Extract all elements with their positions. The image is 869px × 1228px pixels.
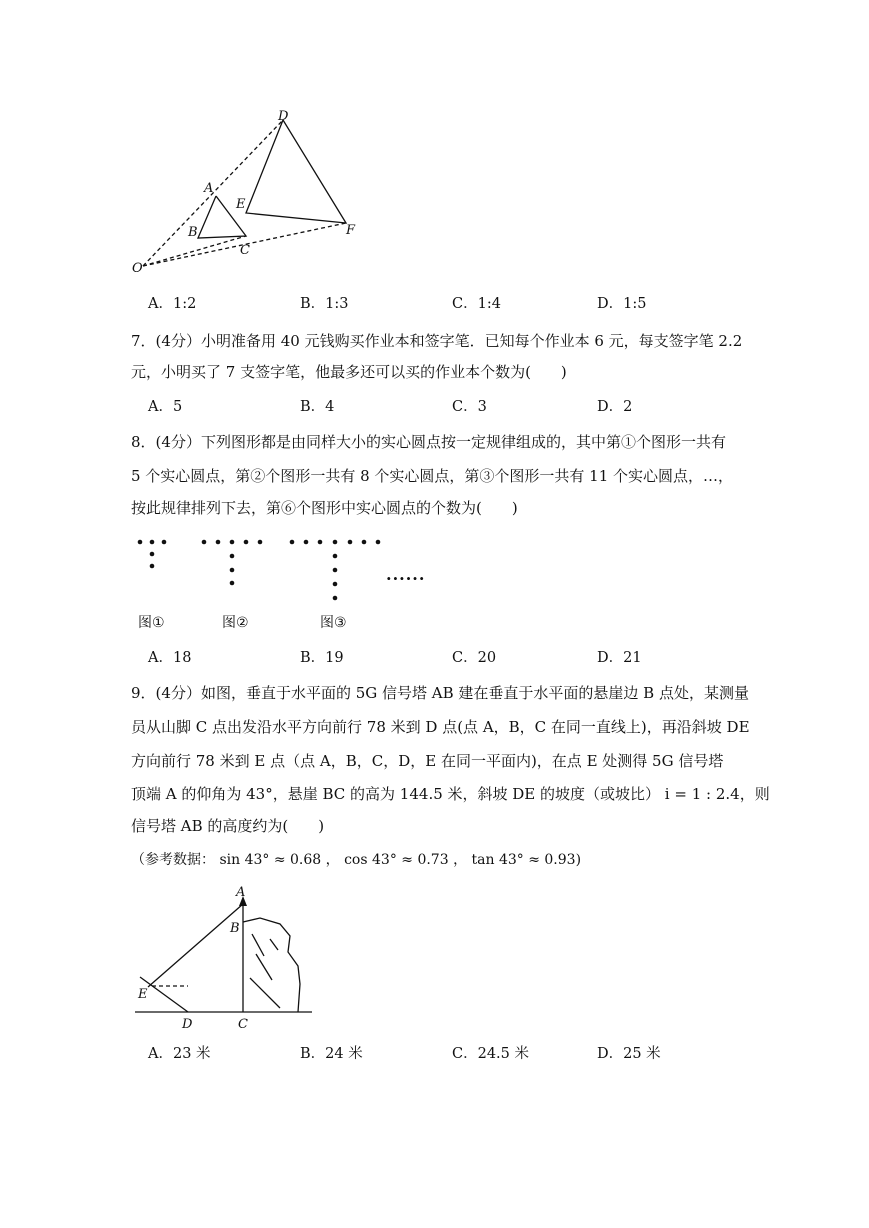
q7-option-d: D．2: [597, 399, 633, 415]
q7-line-1: 7．(4分）小明准备用 40 元钱购买作业本和签字笔．已知每个作业本 6 元，每支签字笔 2.2: [131, 332, 743, 350]
q6-option-a: A．1:2: [148, 296, 197, 312]
q9-line-3: 方向前行 78 米到 E 点（点 A，B，C，D，E 在同一平面内)，在点 E 处测得 5G 信号塔: [131, 752, 724, 770]
q8-option-b: B．19: [300, 650, 344, 666]
q9-label-B: B: [230, 921, 240, 936]
q9-label-E: E: [138, 987, 148, 1002]
label-A: A: [204, 181, 214, 196]
label-D: D: [278, 109, 289, 124]
label-F: F: [346, 223, 356, 238]
q9-line-4: 顶端 A 的仰角为 43°，悬崖 BC 的高为 144.5 米，斜坡 DE 的坡度（或坡比） i = 1 : 2.4，则: [131, 785, 770, 803]
q7-option-a: A．5: [148, 399, 183, 415]
q8-option-c: C．20: [452, 650, 497, 666]
q6-option-d: D．1:5: [597, 296, 647, 312]
q8-caption-2: 图②: [222, 615, 249, 631]
q9-line-2: 员从山脚 C 点出发沿水平方向前行 78 米到 D 点(点 A，B，C 在同一直线上)，再沿斜坡 DE: [131, 718, 750, 736]
label-B: B: [188, 225, 198, 240]
label-C: C: [240, 243, 250, 258]
q6-figure: [128, 108, 368, 278]
q9-label-A: A: [236, 885, 246, 900]
label-O: O: [132, 261, 143, 276]
q8-option-d: D．21: [597, 650, 642, 666]
q9-option-b: B．24 米: [300, 1046, 363, 1062]
q9-option-a: A．23 米: [148, 1046, 211, 1062]
q9-line-5: 信号塔 AB 的高度约为( ): [131, 817, 325, 835]
q7-option-b: B．4: [300, 399, 335, 415]
q9-figure: [130, 884, 320, 1034]
q8-option-a: A．18: [148, 650, 192, 666]
q8-caption-3: 图③: [320, 615, 347, 631]
q9-reference: （参考数据： sin 43° ≈ 0.68 ， cos 43° ≈ 0.73 ， tan 43° ≈ 0.93): [131, 852, 582, 868]
q7-line-2: 元，小明买了 7 支签字笔，他最多还可以买的作业本个数为( ): [131, 363, 567, 381]
q6-option-c: C．1:4: [452, 296, 501, 312]
q8-ellipsis: ......: [386, 565, 426, 584]
q6-option-b: B．1:3: [300, 296, 349, 312]
q9-label-C: C: [238, 1017, 248, 1032]
q9-option-c: C．24.5 米: [452, 1046, 529, 1062]
q8-line-1: 8．(4分）下列图形都是由同样大小的实心圆点按一定规律组成的，其中第①个图形一共有: [131, 433, 726, 451]
label-E: E: [236, 197, 246, 212]
q8-caption-1: 图①: [138, 615, 165, 631]
q9-label-D: D: [182, 1017, 193, 1032]
q8-line-3: 按此规律排列下去，第⑥个图形中实心圆点的个数为( ): [131, 499, 518, 517]
q7-option-c: C．3: [452, 399, 487, 415]
q8-dot-figures: [130, 532, 400, 607]
q9-option-d: D．25 米: [597, 1046, 661, 1062]
q9-line-1: 9．(4分）如图，垂直于水平面的 5G 信号塔 AB 建在垂直于水平面的悬崖边 B 点处，某测量: [131, 684, 749, 702]
q8-line-2: 5 个实心圆点，第②个图形一共有 8 个实心圆点，第③个图形一共有 11 个实心圆点，…，: [131, 467, 734, 485]
